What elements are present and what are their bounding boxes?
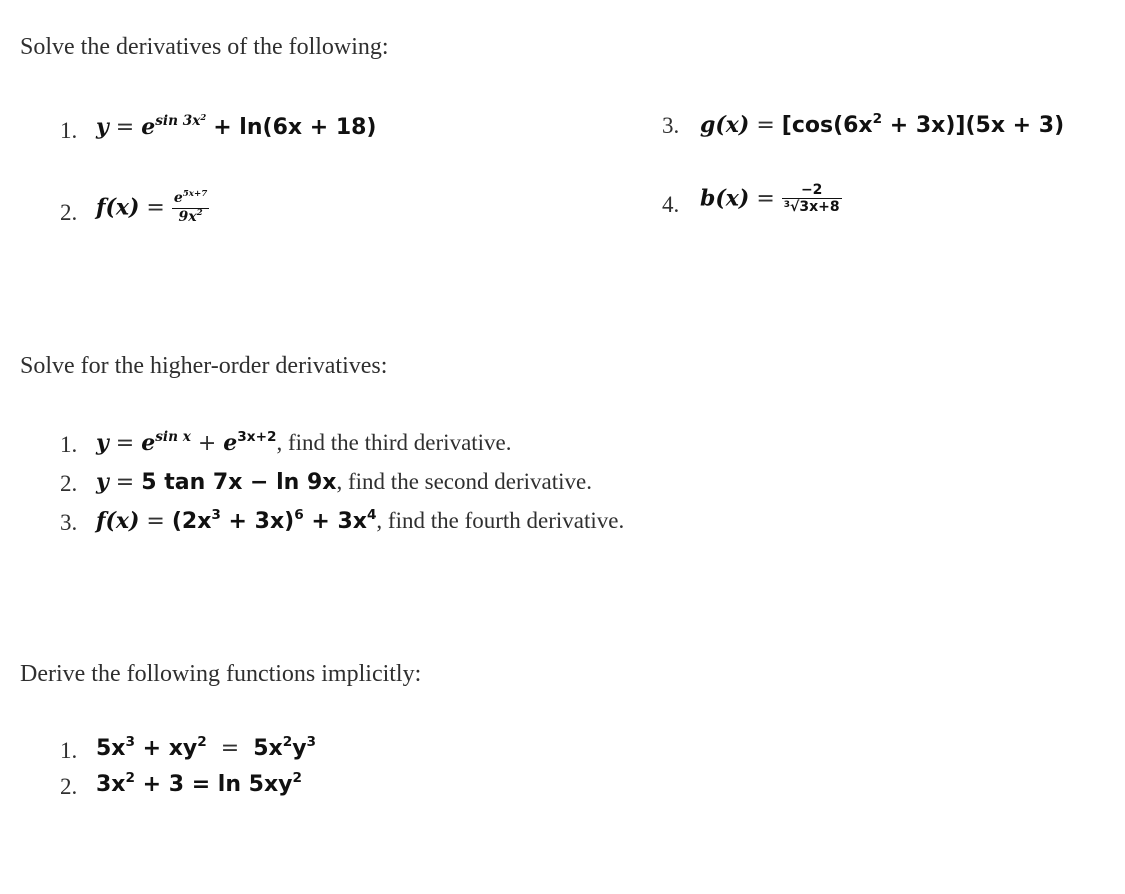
numerator-exponent: 5x+7 <box>182 189 208 200</box>
section-heading-higher-order: Solve for the higher-order derivatives: <box>20 353 388 379</box>
equals-sign: = <box>756 186 775 212</box>
rhs-c-exponent: 4 <box>366 507 377 524</box>
item-number: 2. <box>60 774 78 799</box>
numerator: e <box>173 190 183 206</box>
lhs: y <box>96 114 109 140</box>
rhs-a: (2x <box>171 509 212 534</box>
equals-sign: = <box>115 470 135 495</box>
term-d: y <box>292 736 307 761</box>
exp-power: sin 3x <box>155 113 201 130</box>
higher-order-problem-3 <box>96 508 624 534</box>
exponent-2: 3x+2 <box>237 429 277 446</box>
term-b-exponent: 2 <box>292 770 302 787</box>
item-number: 2. <box>60 200 78 225</box>
radical-icon: √ <box>790 199 800 215</box>
term-c: 5x <box>253 736 283 761</box>
lhs: y <box>96 469 109 495</box>
higher-order-problem-1 <box>96 430 512 456</box>
derivative-problem-2 <box>96 190 209 227</box>
numerator: −2 <box>800 182 823 198</box>
term-d-exponent: 3 <box>306 734 317 751</box>
term-b-exponent: 2 <box>197 734 207 751</box>
equals-sign: = <box>146 195 165 221</box>
derivative-problem-3 <box>700 112 1064 138</box>
item-number: 1. <box>60 432 78 457</box>
lhs: g(x) <box>700 112 750 138</box>
base-1: e <box>141 430 156 456</box>
item-number: 4. <box>662 192 680 217</box>
rhs-b-exponent: 6 <box>294 507 304 524</box>
item-number: 3. <box>60 510 78 535</box>
term-c-exponent: 2 <box>282 734 293 751</box>
rhs-rest: + 3x)](5x + 3) <box>882 113 1065 138</box>
root-index: 3 <box>783 199 791 210</box>
plus-sign: + <box>197 431 217 456</box>
rhs-b: + 3x) <box>220 509 295 534</box>
equals-sign: = <box>220 736 240 761</box>
section-heading-implicit: Derive the following functions implicitly: <box>20 661 422 687</box>
expression-rest: + ln(6x + 18) <box>213 115 377 140</box>
item-number: 2. <box>60 471 78 496</box>
rhs: [cos(6x <box>781 113 873 138</box>
equals-sign: = <box>115 115 135 140</box>
instruction: , find the fourth derivative. <box>376 508 625 533</box>
rhs: 5 tan 7x − ln 9x <box>141 470 337 495</box>
lhs: y <box>96 430 109 456</box>
rhs-c: + 3x <box>303 509 367 534</box>
term-a-exponent: 3 <box>125 734 135 751</box>
term-a: 3x <box>96 772 126 797</box>
implicit-problem-1 <box>96 736 316 761</box>
fraction <box>172 190 209 227</box>
base-2: e <box>223 430 238 456</box>
denominator: 9x <box>178 209 197 225</box>
item-number: 3. <box>662 113 680 138</box>
fraction <box>782 182 842 217</box>
exponent-1: sin x <box>155 429 191 446</box>
section-heading-derivatives: Solve the derivatives of the following: <box>20 34 389 60</box>
lhs: b(x) <box>700 185 750 212</box>
implicit-problem-2 <box>96 772 302 797</box>
instruction: , find the third derivative. <box>276 430 512 455</box>
lhs: f(x) <box>96 194 140 221</box>
term-a-exponent: 2 <box>125 770 135 787</box>
equals-sign: = <box>146 509 165 534</box>
exp-base: e <box>141 114 156 140</box>
term-a: 5x <box>96 736 126 761</box>
exp-power-square: 2 <box>200 111 207 122</box>
rhs-a-exponent: 3 <box>211 507 221 524</box>
item-number: 1. <box>60 118 78 143</box>
item-number: 1. <box>60 738 78 763</box>
term-b: + xy <box>134 736 198 761</box>
equals-sign: = <box>115 431 135 456</box>
radicand: 3x+8 <box>799 199 840 215</box>
higher-order-problem-2 <box>96 469 592 495</box>
square-exponent: 2 <box>872 111 883 128</box>
equals-sign: = <box>756 113 775 138</box>
instruction: , find the second derivative. <box>336 469 592 494</box>
lhs: f(x) <box>96 508 140 534</box>
derivative-problem-1 <box>96 111 377 140</box>
derivative-problem-4 <box>700 182 842 217</box>
term-b: + 3 = ln 5xy <box>134 772 293 797</box>
denominator-exponent: 2 <box>196 208 203 219</box>
